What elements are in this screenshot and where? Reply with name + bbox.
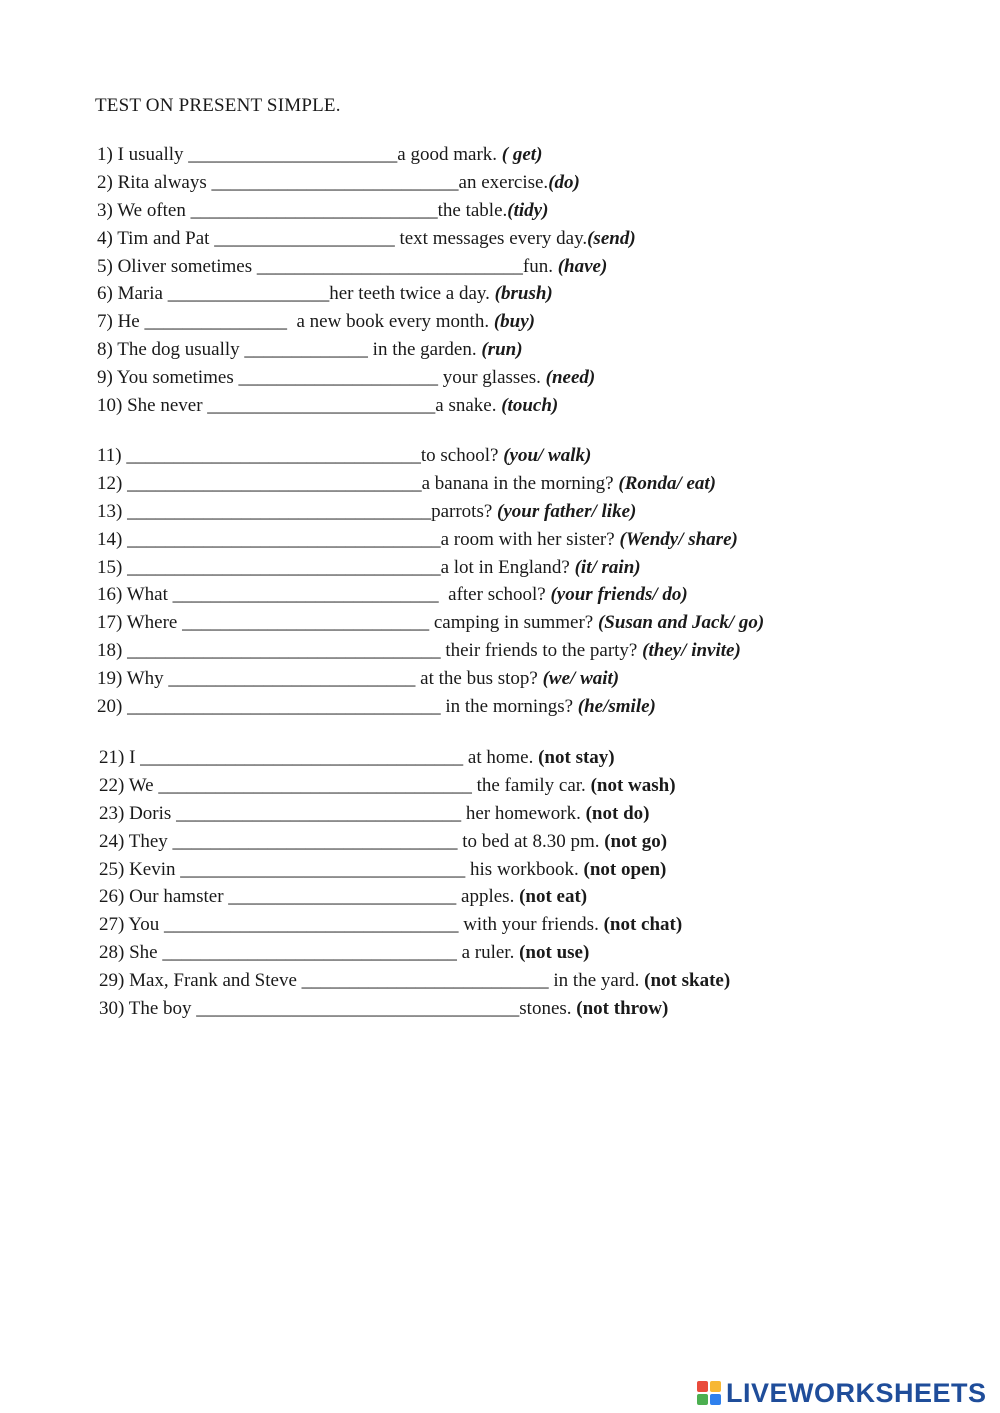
question-stem: 16) What xyxy=(97,584,173,606)
question-rest: to school? xyxy=(420,445,504,466)
verb-hint: (not go) xyxy=(604,830,668,852)
question-rest: at home. xyxy=(463,747,539,768)
verb-hint: (they/ invite) xyxy=(642,640,741,662)
answer-blank[interactable]: _________________________________ xyxy=(127,696,441,718)
answer-blank[interactable]: __________________________ xyxy=(182,612,430,634)
exercise-item xyxy=(97,197,636,225)
verb-hint: (not chat) xyxy=(603,914,683,936)
answer-blank[interactable]: ___________________ xyxy=(214,227,395,249)
question-stem: 24) They xyxy=(99,830,173,852)
question-rest: a good mark. xyxy=(397,144,502,165)
question-rest: parrots? xyxy=(431,500,498,522)
exercise-item xyxy=(99,856,730,884)
question-stem: 10) She never xyxy=(97,395,208,417)
verb-hint: (not stay) xyxy=(538,747,615,768)
exercise-item xyxy=(97,169,636,197)
exercise-item xyxy=(97,280,636,308)
liveworksheets-logo xyxy=(697,1377,987,1409)
question-stem: 4) Tim and Pat xyxy=(97,227,215,249)
answer-blank[interactable]: ______________________________ xyxy=(180,858,466,880)
exercise-item xyxy=(99,772,730,800)
answer-blank[interactable]: __________________________ xyxy=(168,668,416,690)
question-rest: your glasses. xyxy=(437,367,546,389)
verb-hint: (tidy) xyxy=(507,199,549,221)
verb-hint: (brush) xyxy=(494,283,553,305)
question-stem: 28) She xyxy=(99,942,163,964)
logo-text: LIVEWORKSHEETS xyxy=(726,1377,987,1408)
answer-blank[interactable]: ________________________ xyxy=(207,395,436,417)
question-rest: text messages every day. xyxy=(394,227,588,249)
exercise-item xyxy=(97,442,764,470)
exercise-item xyxy=(97,498,764,526)
question-rest: in the garden. xyxy=(367,339,482,361)
exercise-item xyxy=(99,939,730,967)
answer-blank[interactable]: _______________ xyxy=(144,311,287,333)
answer-blank[interactable]: _____________________ xyxy=(238,367,438,389)
question-stem: 3) We often xyxy=(97,199,191,221)
verb-hint: (not use) xyxy=(519,942,590,964)
question-rest: her teeth twice a day. xyxy=(329,283,495,305)
question-rest: after school? xyxy=(438,584,551,606)
exercise-item xyxy=(97,609,764,637)
answer-blank[interactable]: ____________________________ xyxy=(172,584,439,606)
verb-hint: (not skate) xyxy=(644,970,731,992)
verb-hint: (Susan and Jack/ go) xyxy=(597,612,765,634)
exercise-item xyxy=(99,744,730,772)
answer-blank[interactable]: __________________________ xyxy=(190,199,438,221)
question-stem: 25) Kevin xyxy=(99,858,181,880)
question-rest: with your friends. xyxy=(458,914,604,936)
verb-hint: ( get) xyxy=(501,144,543,165)
verb-hint: (have) xyxy=(557,255,608,277)
exercise-item xyxy=(97,526,764,554)
question-stem: 26) Our hamster xyxy=(99,886,229,908)
exercise-item xyxy=(99,967,730,995)
question-stem: 17) Where xyxy=(97,612,183,634)
answer-blank[interactable]: _________________________________ xyxy=(127,528,441,550)
question-rest: a new book every month. xyxy=(286,311,494,333)
question-stem: 30) The boy xyxy=(99,998,197,1020)
exercise-item xyxy=(97,665,764,693)
verb-hint: (send) xyxy=(587,227,636,249)
question-rest: to bed at 8.30 pm. xyxy=(457,830,605,852)
question-stem: 19) Why xyxy=(97,668,169,690)
answer-blank[interactable]: _______________________________ xyxy=(126,445,421,466)
verb-hint: (your father/ like) xyxy=(497,500,637,522)
exercise-item xyxy=(99,883,730,911)
answer-blank[interactable]: _________________________________ xyxy=(158,774,472,796)
verb-hint: (need) xyxy=(545,367,596,389)
answer-blank[interactable]: _____________ xyxy=(244,339,368,361)
answer-blank[interactable]: ____________________________ xyxy=(256,255,523,277)
question-rest: in the yard. xyxy=(548,970,645,992)
question-rest: his workbook. xyxy=(465,858,584,880)
answer-blank[interactable]: __________________________________ xyxy=(140,747,464,768)
answer-blank[interactable]: _________________________________ xyxy=(127,556,441,578)
question-rest: an exercise. xyxy=(458,171,549,193)
verb-hint: (it/ rain) xyxy=(574,556,641,578)
question-stem: 8) The dog usually xyxy=(97,339,245,361)
question-rest: a room with her sister? xyxy=(440,528,620,550)
answer-blank[interactable]: ______________________________ xyxy=(172,830,458,852)
verb-hint: (not open) xyxy=(583,858,667,880)
worksheet-title: TEST ON PRESENT SIMPLE. xyxy=(95,95,341,116)
exercise-item xyxy=(97,308,636,336)
question-rest: a banana in the morning? xyxy=(421,472,619,494)
answer-blank[interactable]: __________________________ xyxy=(301,970,549,992)
question-stem: 14) xyxy=(97,528,128,550)
question-rest: the table. xyxy=(437,199,508,221)
question-rest: in the mornings? xyxy=(440,696,578,718)
question-rest: a ruler. xyxy=(456,942,520,964)
exercise-item xyxy=(99,800,730,828)
exercise-item xyxy=(97,253,636,281)
section-affirmative xyxy=(97,141,636,420)
question-rest: a lot in England? xyxy=(440,556,575,578)
verb-hint: (you/ walk) xyxy=(503,445,592,466)
question-stem: 9) You sometimes xyxy=(97,367,239,389)
answer-blank[interactable]: __________________________________ xyxy=(196,998,520,1020)
verb-hint: (Ronda/ eat) xyxy=(618,472,717,494)
question-stem: 13) xyxy=(97,500,128,522)
answer-blank[interactable]: _______________________________ xyxy=(163,914,459,936)
exercise-item xyxy=(99,995,730,1023)
question-stem: 18) xyxy=(97,640,128,662)
question-rest: her homework. xyxy=(461,802,586,824)
answer-blank[interactable]: _________________ xyxy=(167,283,330,305)
exercise-item xyxy=(97,693,764,721)
verb-hint: (he/smile) xyxy=(577,696,656,718)
question-rest: fun. xyxy=(522,255,558,277)
verb-hint: (we/ wait) xyxy=(542,668,620,690)
verb-hint: (Wendy/ share) xyxy=(619,528,738,550)
answer-blank[interactable]: __________________________ xyxy=(211,171,459,193)
exercise-item xyxy=(97,637,764,665)
answer-blank[interactable]: _______________________________ xyxy=(127,472,422,494)
answer-blank[interactable]: _________________________________ xyxy=(127,640,441,662)
verb-hint: (not do) xyxy=(585,802,650,824)
question-stem: 7) He xyxy=(97,311,145,333)
exercise-item xyxy=(97,554,764,582)
question-stem: 22) We xyxy=(99,774,159,796)
verb-hint: (your friends/ do) xyxy=(550,584,688,606)
question-stem: 15) xyxy=(97,556,128,578)
answer-blank[interactable]: ______________________ xyxy=(188,144,398,165)
question-rest: at the bus stop? xyxy=(415,668,543,690)
question-rest: the family car. xyxy=(471,774,591,796)
exercise-item xyxy=(97,392,636,420)
question-stem: 1) I usually xyxy=(97,144,189,165)
question-stem: 21) I xyxy=(99,747,141,768)
section-negatives xyxy=(99,744,730,1023)
question-stem: 12) xyxy=(97,472,128,494)
answer-blank[interactable]: ________________________________ xyxy=(127,500,432,522)
exercise-item xyxy=(97,141,636,169)
verb-hint: (not eat) xyxy=(519,886,588,908)
exercise-item xyxy=(99,828,730,856)
section-questions xyxy=(97,442,764,721)
question-rest: camping in summer? xyxy=(429,612,598,634)
question-rest: stones. xyxy=(519,998,577,1020)
exercise-item xyxy=(97,336,636,364)
question-stem: 20) xyxy=(97,696,128,718)
question-stem: 11) xyxy=(97,445,127,466)
verb-hint: (touch) xyxy=(501,395,559,417)
question-stem: 2) Rita always xyxy=(97,171,212,193)
verb-hint: (not wash) xyxy=(590,774,676,796)
exercise-item xyxy=(99,911,730,939)
verb-hint: (do) xyxy=(548,171,580,193)
answer-blank[interactable]: ________________________ xyxy=(228,886,457,908)
exercise-item xyxy=(97,470,764,498)
question-stem: 23) Doris xyxy=(99,802,177,824)
question-rest: their friends to the party? xyxy=(440,640,643,662)
answer-blank[interactable]: _______________________________ xyxy=(162,942,457,964)
verb-hint: (buy) xyxy=(493,311,535,333)
exercise-item xyxy=(97,364,636,392)
answer-blank[interactable]: ______________________________ xyxy=(176,802,462,824)
verb-hint: (not throw) xyxy=(576,998,669,1020)
question-rest: apples. xyxy=(456,886,520,908)
verb-hint: (run) xyxy=(481,339,523,361)
question-rest: a snake. xyxy=(435,395,502,417)
exercise-item xyxy=(97,581,764,609)
liveworksheets-logo-icon xyxy=(697,1381,721,1405)
exercise-item xyxy=(97,225,636,253)
question-stem: 27) You xyxy=(99,914,164,936)
question-stem: 29) Max, Frank and Steve xyxy=(99,970,302,992)
question-stem: 5) Oliver sometimes xyxy=(97,255,257,277)
question-stem: 6) Maria xyxy=(97,283,168,305)
